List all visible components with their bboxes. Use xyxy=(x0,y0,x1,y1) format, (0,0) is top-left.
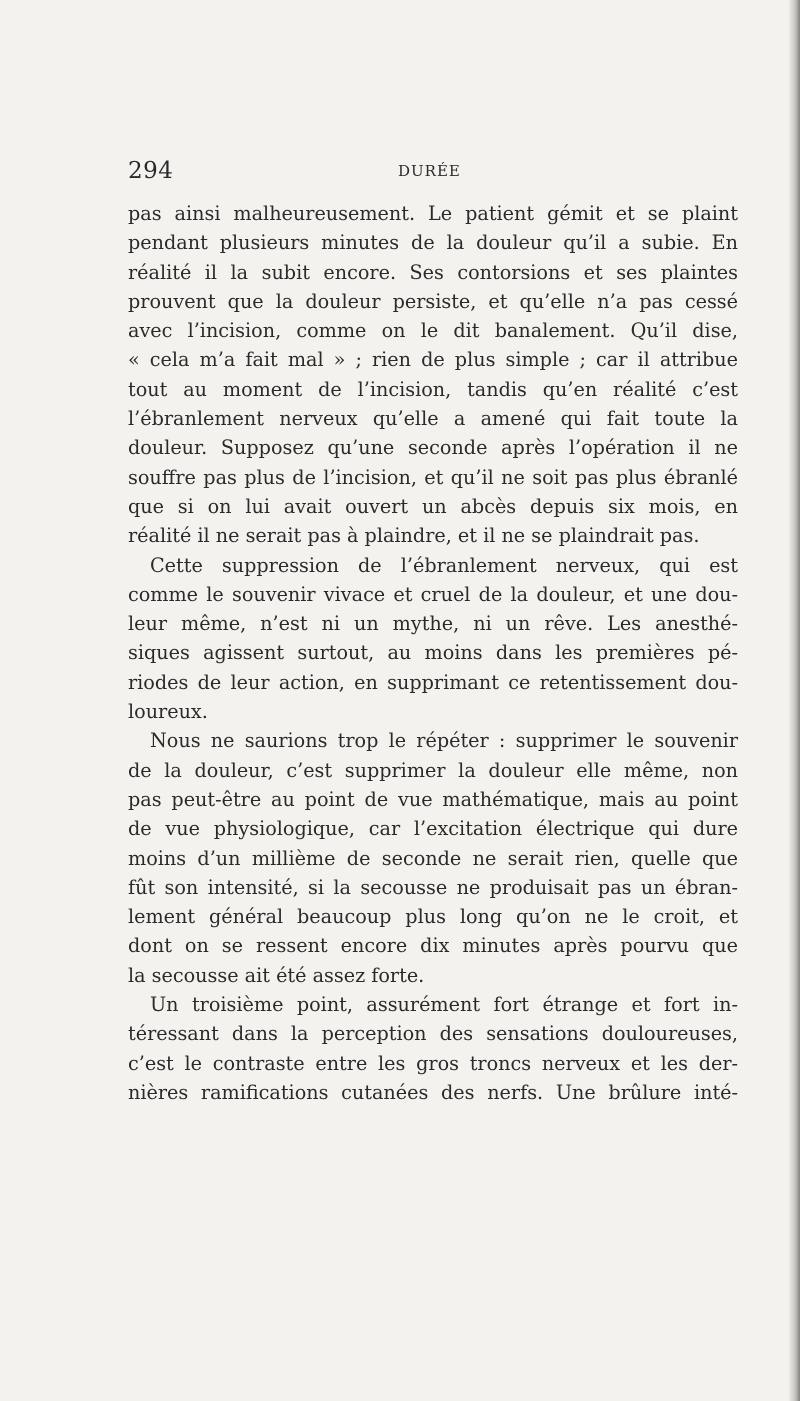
text-line: souffre pas plus de l’incision, et qu’il ne soit pas plus ébranlé xyxy=(128,465,738,489)
text-line: réalité il la subit encore. Ses contorsions et ses plaintes xyxy=(128,260,738,284)
page-number: 294 xyxy=(128,158,174,184)
text-line: riodes de leur action, en supprimant ce retentissement dou- xyxy=(128,670,738,694)
page-header xyxy=(128,158,738,188)
text-line: téressant dans la perception des sensations douloureuses, xyxy=(128,1022,738,1046)
text-line: que si on lui avait ouvert un abcès depuis six mois, en xyxy=(128,494,738,518)
text-line: leur même, n’est ni un mythe, ni un rêve. Les anesthé- xyxy=(128,612,738,636)
text-line: siques agissent surtout, au moins dans les premières pé- xyxy=(128,641,738,665)
text-line: la secousse ait été assez forte. xyxy=(128,963,425,987)
text-line: pas ainsi malheureusement. Le patient gémit et se plaint xyxy=(128,202,738,225)
body-text xyxy=(128,199,738,1107)
text-line: lement général beaucoup plus long qu’on ne le croit, et xyxy=(128,905,738,929)
text-line: dont on se ressent encore dix minutes après pourvu que xyxy=(128,934,738,958)
text-line: comme le souvenir vivace et cruel de la douleur, et une dou- xyxy=(128,582,738,606)
text-line: loureux. xyxy=(128,700,208,724)
text-line: c’est le contraste entre les gros troncs nerveux et les der- xyxy=(128,1051,738,1075)
text-line: pendant plusieurs minutes de la douleur qu’il a subie. En xyxy=(128,231,738,255)
text-line: tout au moment de l’incision, tandis qu’en réalité c’est xyxy=(128,377,738,401)
text-line: douleur. Supposez qu’une seconde après l’opération il ne xyxy=(128,436,738,460)
page-edge-shadow xyxy=(788,0,800,1401)
text-line: pas peut-être au point de vue mathématique, mais au point xyxy=(128,787,738,811)
text-line: réalité il ne serait pas à plaindre, et il ne se plaindrait pas. xyxy=(128,524,700,548)
running-title: DURÉE xyxy=(398,162,461,180)
text-line: fût son intensité, si la secousse ne produisait pas un ébran- xyxy=(128,875,738,899)
text-line: de la douleur, c’est supprimer la douleur elle même, non xyxy=(128,758,738,782)
text-line: moins d’un millième de seconde ne serait rien, quelle que xyxy=(128,846,738,870)
text-line: Un troisième point, assurément fort étrange et fort in- xyxy=(150,993,738,1017)
text-line: avec l’incision, comme on le dit banalement. Qu’il dise, xyxy=(128,319,738,343)
text-line: Nous ne saurions trop le répéter : supprimer le souvenir xyxy=(150,729,738,753)
text-line: prouvent que la douleur persiste, et qu’elle n’a pas cessé xyxy=(128,289,738,313)
text-line: l’ébranlement nerveux qu’elle a amené qui fait toute la xyxy=(128,407,738,431)
text-line: nières ramifications cutanées des nerfs. Une brûlure inté- xyxy=(128,1080,738,1104)
text-line: « cela m’a fait mal » ; rien de plus simple ; car il attribue xyxy=(128,348,738,372)
text-line: Cette suppression de l’ébranlement nerveux, qui est xyxy=(150,553,738,577)
text-line: de vue physiologique, car l’excitation électrique qui dure xyxy=(128,817,738,841)
